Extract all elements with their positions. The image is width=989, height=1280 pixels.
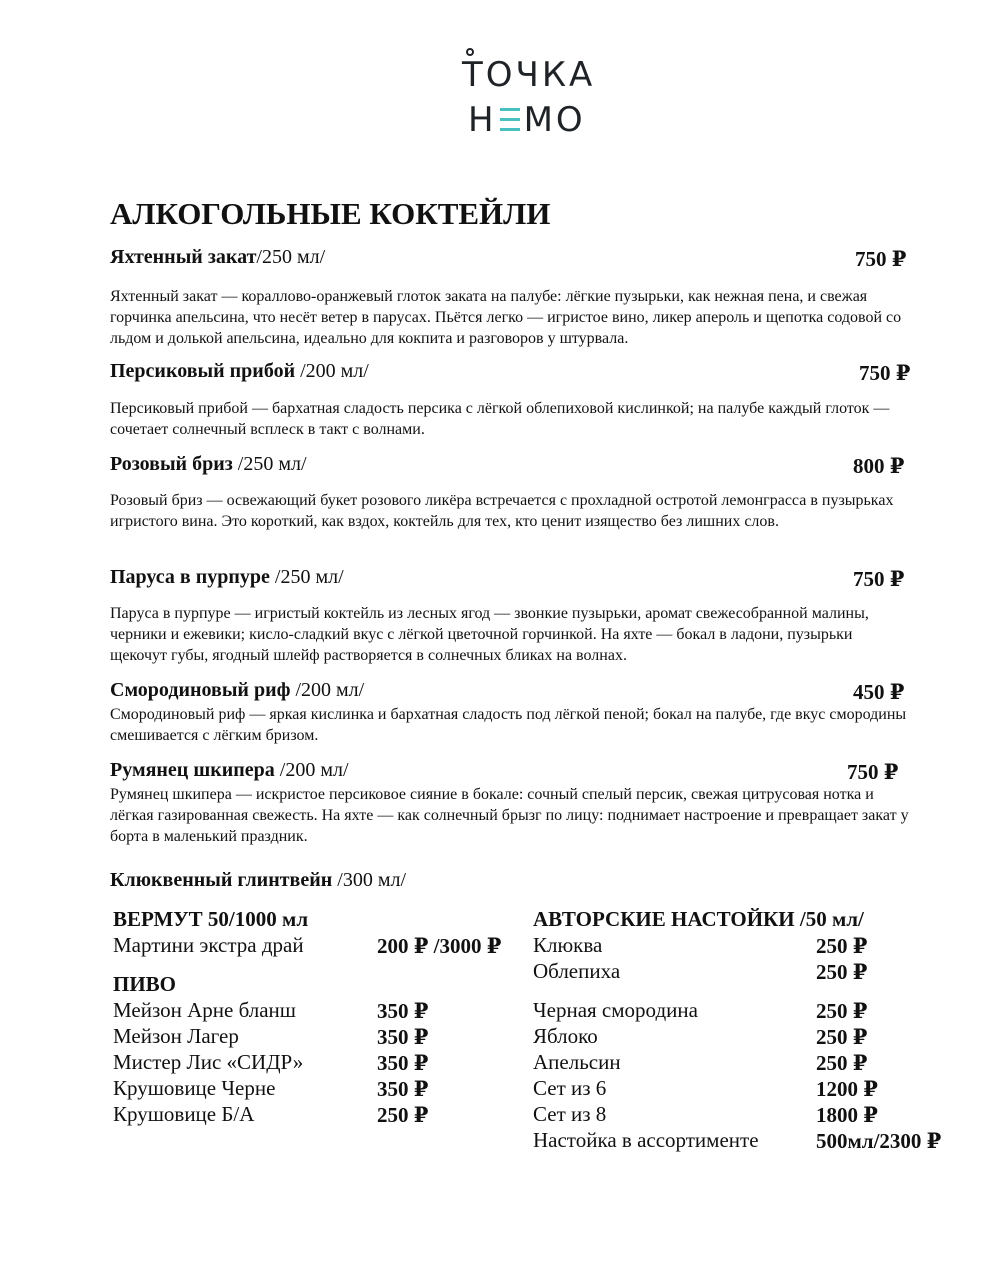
cocktail-4-description: Паруса в пурпуре — игристый коктейль из лесных ягод — звонкие пузырьки, аромат свежесобранной малины, черники и ежевики; кисло-сладкий вкус с лёгкой цветочной горчинкой. На яхте — бокал в ладони, пузырьки щекочут губы, ягодный шлейф растворяется в солнечных бликах на волнах.	[110, 605, 869, 664]
infusion-item-name: Клюква	[533, 933, 603, 957]
logo-equals-icon	[498, 108, 522, 130]
section-title: АЛКОГОЛЬНЫЕ КОКТЕЙЛИ	[110, 196, 551, 231]
cocktail-3-header	[110, 453, 307, 476]
vermouth-item-price: 200 ₽ /3000 ₽	[377, 934, 502, 958]
cocktail-1-header	[110, 246, 325, 269]
infusion-item-name: Облепиха	[533, 959, 621, 983]
beer-item-price: 350 ₽	[377, 999, 429, 1023]
infusion-item-name: Сет из 8	[533, 1102, 607, 1126]
infusion-item-name: Сет из 6	[533, 1076, 607, 1100]
cocktail-name: Персиковый прибой	[110, 360, 301, 382]
cocktail-2-description: Персиковый прибой — бархатная сладость персика с лёгкой облепиховой кислинкой; на палубе каждый глоток — сочетает солнечный всплеск в такт с волнами.	[110, 400, 890, 438]
infusion-item-price: 250 ₽	[816, 960, 868, 984]
cocktail-1-description: Яхтенный закат — кораллово-оранжевый глоток заката на палубе: лёгкие пузырьки, как нежная пена, и свежая горчинка апельсина, что несёт ветер в парусах. Пьётся легко — игристое вино, ликер апероль и щепотка содовой со льдом и долькой апельсина, идеально для кокпита и разговоров у штурвала.	[110, 288, 902, 347]
infusion-item-price: 250 ₽	[816, 1051, 868, 1075]
infusion-item-name: Настойка в ассортименте	[533, 1128, 759, 1152]
cocktail-name: Яхтенный закат	[110, 246, 257, 268]
logo-line1: ТОЧКА	[462, 55, 596, 95]
cocktail-5-header	[110, 679, 364, 702]
infusions-title: АВТОРСКИЕ НАСТОЙКИ /50 мл/	[533, 907, 864, 931]
cocktail-volume: /200 мл/	[295, 679, 365, 701]
cocktail-4-price: 750 ₽	[853, 567, 905, 591]
cocktail-4-header	[110, 566, 344, 589]
infusion-item-name: Яблоко	[533, 1024, 598, 1048]
infusion-item-price: 1800 ₽	[816, 1103, 878, 1127]
infusion-item-name: Апельсин	[533, 1050, 621, 1074]
cocktail-5-price: 450 ₽	[853, 680, 905, 704]
cocktail-6-description: Румянец шкипера — искристое персиковое сияние в бокале: сочный спелый персик, свежая цитрусовая нотка и лёгкая газированная свежесть. На яхте — как солнечный брызг по лицу: поднимает настроение и превращает закат у борта в маленький праздник.	[110, 786, 909, 845]
infusion-item-price: 500мл/2300 ₽	[816, 1129, 942, 1153]
beer-item-name: Мейзон Лагер	[113, 1024, 239, 1048]
infusion-item-price: 250 ₽	[816, 999, 868, 1023]
cocktail-volume: /200 мл/	[279, 759, 349, 781]
cocktail-5-description: Смородиновый риф — яркая кислинка и бархатная сладость под лёгкой пеной; бокал на палубе, где вкус смородины смешивается с лёгким бризом.	[110, 706, 907, 744]
beer-item-name: Крушовице Б/А	[113, 1102, 255, 1126]
vermouth-title: ВЕРМУТ 50/1000 мл	[113, 907, 309, 931]
cocktail-volume: /250 мл/	[256, 246, 326, 268]
infusion-item-price: 250 ₽	[816, 934, 868, 958]
cocktail-name: Паруса в пурпуре	[110, 566, 275, 588]
beer-item-price: 350 ₽	[377, 1025, 429, 1049]
infusion-item-price: 1200 ₽	[816, 1077, 878, 1101]
cocktail-volume: /250 мл/	[274, 566, 344, 588]
cocktail-name: Розовый бриз	[110, 453, 238, 475]
cocktail-3-description: Розовый бриз — освежающий букет розового ликёра встречается с прохладной остротой лемонграсса в пузырьках игристого вина. Это короткий, как вздох, коктейль для тех, кто ценит изящество без лишних слов.	[110, 492, 894, 530]
beer-item-name: Мейзон Арне бланш	[113, 998, 296, 1022]
infusion-item-name: Черная смородина	[533, 998, 698, 1022]
beer-item-price: 350 ₽	[377, 1051, 429, 1075]
cocktail-6-header	[110, 759, 349, 782]
beer-item-name: Мистер Лис «СИДР»	[113, 1050, 304, 1074]
beer-item-name: Крушовице Черне	[113, 1076, 276, 1100]
beer-item-price: 350 ₽	[377, 1077, 429, 1101]
logo-line2: Н МО	[468, 100, 586, 140]
cocktail-volume: /300 мл/	[337, 869, 407, 891]
cocktail-2-header	[110, 360, 369, 383]
beer-title: ПИВО	[113, 972, 177, 996]
cocktail-1-price: 750 ₽	[855, 247, 907, 271]
cocktail-volume: /250 мл/	[237, 453, 307, 475]
infusion-item-price: 250 ₽	[816, 1025, 868, 1049]
cocktail-3-price: 800 ₽	[853, 454, 905, 478]
cocktail-name: Клюквенный глинтвейн	[110, 869, 338, 891]
cocktail-volume: /200 мл/	[300, 360, 369, 382]
cocktail-7-header	[110, 869, 406, 892]
cocktail-name: Румянец шкипера	[110, 759, 280, 781]
cocktail-6-price: 750 ₽	[847, 760, 899, 784]
cocktail-2-price: 750 ₽	[859, 361, 911, 385]
cocktail-name: Смородиновый риф	[110, 679, 296, 701]
vermouth-item-name: Мартини экстра драй	[113, 933, 304, 957]
beer-item-price: 250 ₽	[377, 1103, 429, 1127]
